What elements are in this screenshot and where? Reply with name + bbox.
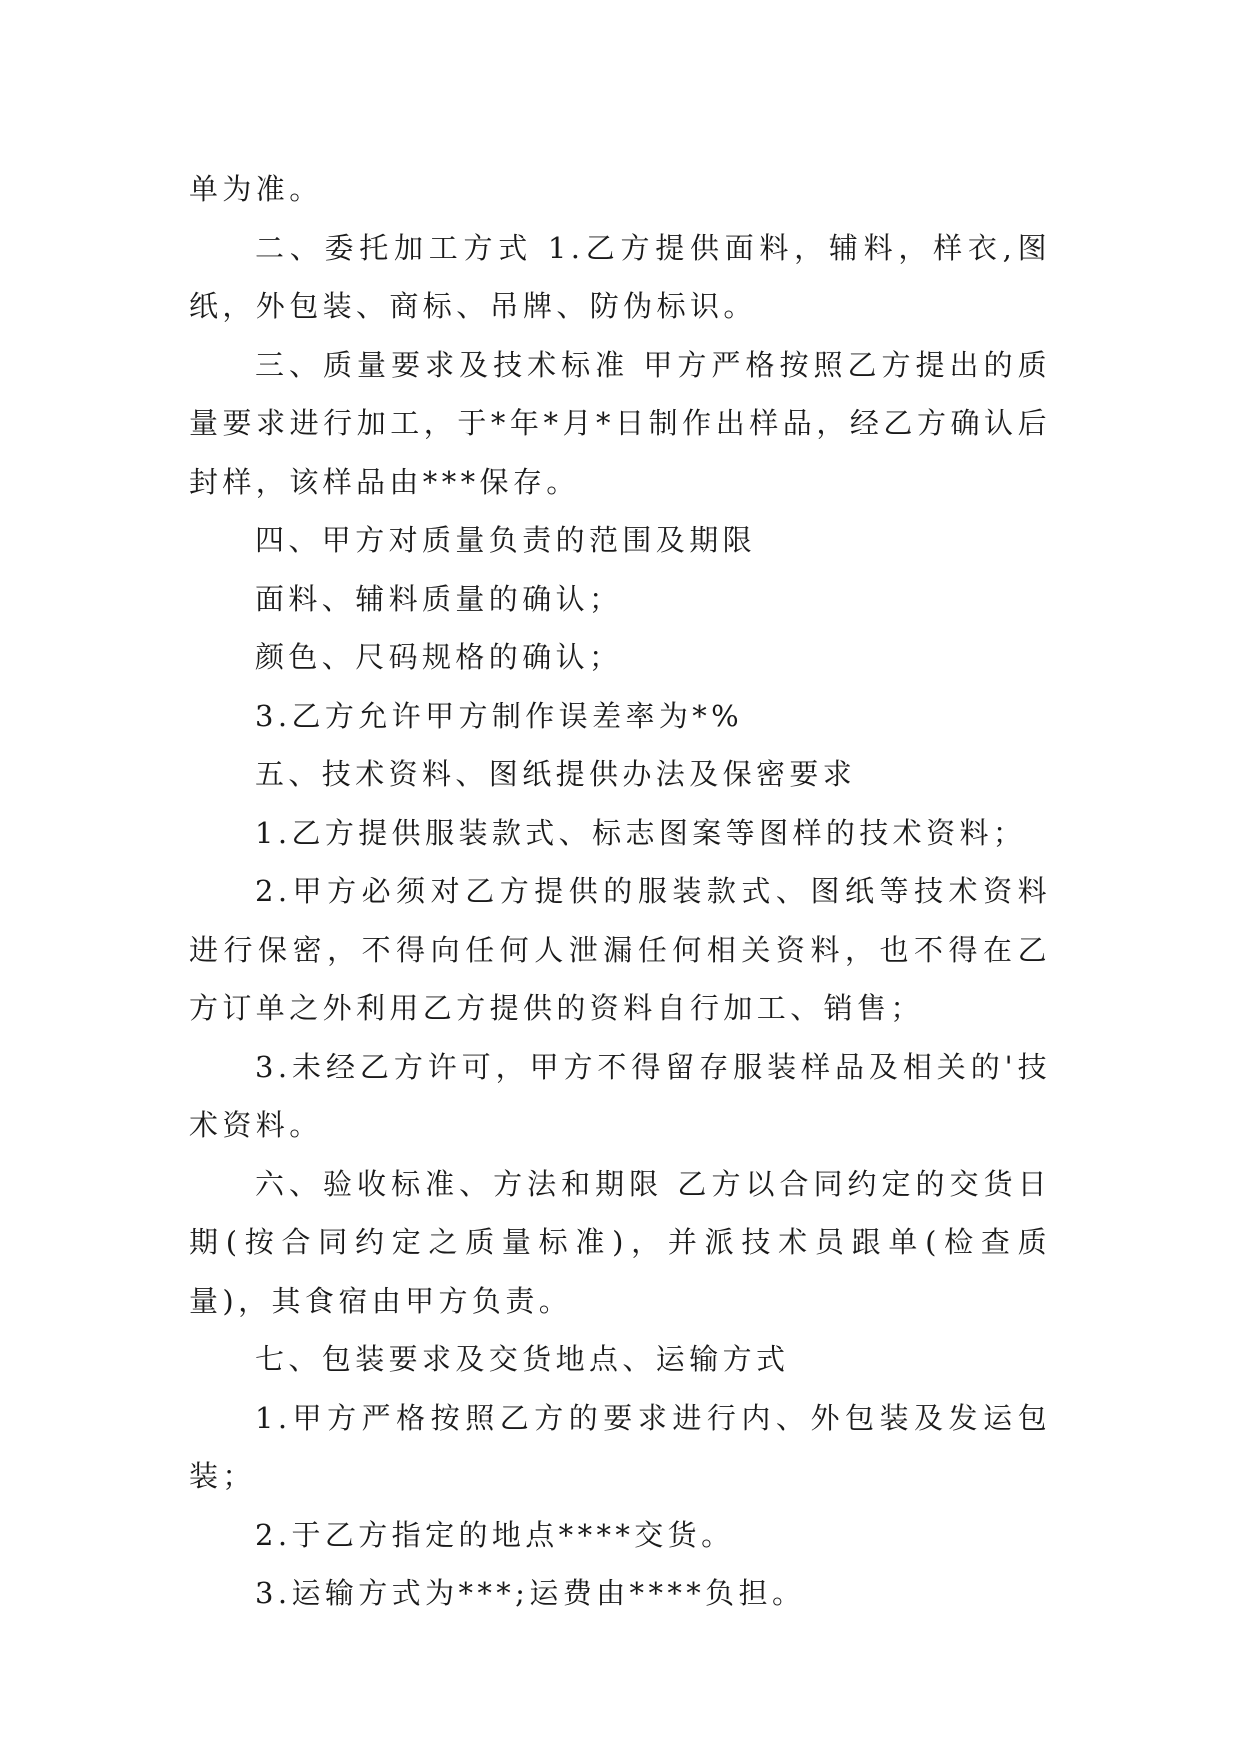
list-item: 2.甲方必须对乙方提供的服装款式、图纸等技术资料进行保密，不得向任何人泄漏任何相关资料，也不得在乙方订单之外利用乙方提供的资料自行加工、销售； — [189, 874, 1051, 1025]
paragraph: 单为准。 — [189, 172, 323, 206]
section-3-paragraph: 三、质量要求及技术标准 甲方严格按照乙方提出的质量要求进行加工，于*年*月*日制作出样品，经乙方确认后封样，该样品由***保存。 — [189, 347, 1051, 499]
section-6-paragraph: 六、验收标准、方法和期限 乙方以合同约定的交货日期(按合同约定之质量标准)，并派技术员跟单(检查质量)，其食宿由甲方负责。 — [189, 1166, 1051, 1318]
section-7-heading: 七、包装要求及交货地点、运输方式 — [255, 1342, 790, 1376]
list-item: 颜色、尺码规格的确认； — [255, 640, 623, 674]
list-item: 2.于乙方指定的地点****交货。 — [255, 1517, 735, 1552]
section-2-paragraph: 二、委托加工方式 1.乙方提供面料，辅料，样衣,图纸，外包装、商标、吊牌、防伪标识。 — [189, 230, 1051, 323]
section-4-heading: 四、甲方对质量负责的范围及期限 — [255, 523, 757, 557]
list-item: 面料、辅料质量的确认； — [255, 581, 623, 616]
section-5-heading: 五、技术资料、图纸提供办法及保密要求 — [255, 757, 857, 791]
list-item: 3.未经乙方许可，甲方不得留存服装样品及相关的'技术资料。 — [189, 1049, 1051, 1142]
list-item: 1.甲方严格按照乙方的要求进行内、外包装及发运包装； — [189, 1400, 1051, 1493]
document-body — [189, 160, 1051, 1623]
list-item: 3.乙方允许甲方制作误差率为*% — [255, 698, 744, 733]
list-item: 1.乙方提供服装款式、标志图案等图样的技术资料； — [255, 815, 1027, 850]
list-item: 3.运输方式为***;运费由****负担。 — [255, 1576, 806, 1610]
